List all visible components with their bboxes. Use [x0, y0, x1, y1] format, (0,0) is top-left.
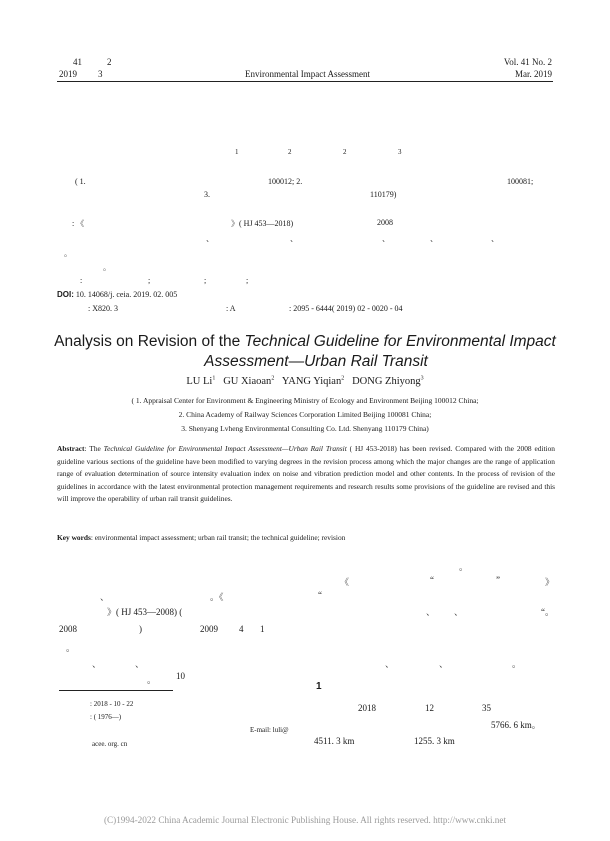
document-code: : A	[226, 304, 236, 313]
abstract-en	[57, 443, 555, 506]
cn-aff-line1-a: ( 1.	[75, 177, 86, 186]
body-l1-d: 》	[545, 577, 555, 587]
header-month-cn: 3	[98, 69, 103, 79]
body-l4-e: 1	[260, 624, 265, 634]
abstract-text-a: : The	[84, 444, 104, 453]
keywords-en	[57, 532, 555, 545]
cn-author-sup-3: 2	[343, 148, 347, 156]
cn-aff-line1-c: 100081;	[507, 177, 534, 186]
author-2: GU Xiaoan$^2$	[223, 375, 275, 387]
footnote-author-bio: : ( 1976—)	[90, 713, 122, 721]
body-r1-b: 12	[425, 703, 434, 713]
body-l1-a: 《	[340, 577, 350, 587]
body-l1-c: ”	[496, 575, 500, 585]
body-l4-a: 2008	[59, 624, 77, 634]
body-l6-b: 、	[135, 659, 145, 669]
cn-abstract-end: 。	[64, 249, 72, 258]
body-l3-b: 、	[426, 607, 436, 617]
body-l4-b: )	[139, 624, 142, 634]
paper-title-en-line2	[0, 353, 610, 371]
doi-label: DOI:	[57, 290, 74, 299]
cn-aff-line2-b: 110179)	[370, 190, 397, 199]
paper-title-en-line1	[0, 333, 610, 351]
body-l1-b: “	[430, 575, 434, 585]
body-l4-d: 4	[239, 624, 244, 634]
body-l6-c: 、	[385, 659, 395, 669]
body-l5-a: 。	[66, 643, 76, 653]
cn-abstract-end2: 。	[103, 263, 111, 272]
cn-aff-line1-b: 100012; 2.	[268, 177, 303, 186]
header-vol-en: Vol. 41 No. 2	[503, 57, 552, 67]
body-r2-a: 5766. 6 km。	[491, 720, 541, 730]
clc-number: : X820. 3	[88, 304, 118, 313]
cn-abstract-mark-3: 、	[382, 234, 390, 243]
cnki-copyright-footer: (C)1994-2022 China Academic Journal Electronic Publishing House. All rights reserved. http://www.cnki.net	[103, 815, 507, 825]
abstract-text-b: ( HJ 453-2018) has been revised. Compared with the 2008 edition guideline various sections of the guideline have been modified to varying degrees in the revision process among which the major changes are the range of application range of evaluation determination of source intensity evaluation index on noise and vibration prediction model and other contents. In the process of revision of the guidelines in accordance with the latest environmental protection management requirements and research results some provisions of the guideline are revised and this will improve the operability of urban rail transit guidelines.	[57, 444, 555, 504]
cn-abstract-mark-2: 、	[290, 234, 298, 243]
body-r3-b: 1255. 3 km	[414, 736, 455, 746]
header-rule	[57, 81, 553, 82]
author-4: DONG Zhiyong$^3$	[352, 375, 424, 387]
abstract-guideline-title: Technical Guideline for Environmental Impact Assessment—Urban Rail Transit	[103, 444, 347, 453]
article-id: : 2095 - 6444( 2019) 02 - 0020 - 04	[289, 304, 403, 313]
header-date-en: Mar. 2019	[515, 69, 552, 79]
header-no-cn: 2	[107, 57, 112, 67]
cn-author-sup-1: 1	[235, 148, 239, 156]
body-l3-c: 、	[454, 607, 464, 617]
title-italic-1: Technical Guideline for Environmental Impact	[244, 333, 556, 350]
body-l3-a: 》( HJ 453—2008) (	[107, 607, 183, 617]
header-year-cn: 2019	[59, 69, 77, 79]
keywords-label: Key words	[57, 533, 91, 542]
body-l6-a: 、	[92, 659, 102, 669]
section-1-number: 1	[316, 681, 322, 692]
cn-abstract-c: 2008	[377, 218, 393, 227]
body-l7-b: 10	[176, 671, 185, 681]
footnote-received: : 2018 - 10 - 22	[90, 700, 134, 708]
body-l3-d: “。	[541, 607, 554, 617]
author-3: YANG Yiqian$^2$	[281, 375, 345, 387]
body-r1-c: 35	[482, 703, 491, 713]
cn-abstract-mark-5: 、	[491, 234, 499, 243]
cn-author-sup-4: 3	[398, 148, 402, 156]
cn-abstract-mark-4: 、	[430, 234, 438, 243]
cn-aff-line2-a: 3.	[204, 190, 210, 199]
abstract-label: Abstract	[57, 444, 85, 453]
body-l7-a: 。	[147, 675, 157, 685]
doi-line	[57, 290, 177, 299]
title-italic-2: Assessment—Urban Rail Transit	[204, 353, 428, 370]
body-r1-a: 2018	[358, 703, 376, 713]
cn-keywords-sep-3: ;	[246, 276, 249, 285]
header-vol-cn: 41	[73, 57, 82, 67]
authors-en	[0, 375, 610, 387]
body-dot-top: 。	[459, 562, 469, 572]
body-l6-e: 。	[512, 659, 522, 669]
cn-keywords-sep-1: ;	[148, 276, 151, 285]
body-r3-a: 4511. 3 km	[314, 736, 355, 746]
affiliation-en-3: 3. Shenyang Lvheng Environmental Consulting Co. Ltd. Shenyang 110179 China)	[181, 424, 429, 433]
cn-author-sup-2: 2	[288, 148, 292, 156]
cn-abstract-b: 》( HJ 453—2018)	[231, 219, 294, 228]
body-l2-a: 、	[100, 592, 110, 602]
affiliation-en-2: 2. China Academy of Railway Sciences Corporation Limited Beijing 100081 China;	[178, 410, 432, 419]
cn-keywords-sep-2: ;	[204, 276, 207, 285]
footnote-rule	[59, 690, 173, 691]
header-journal-en: Environmental Impact Assessment	[245, 69, 370, 79]
footnote-email-label: E-mail: luli@	[250, 726, 289, 734]
body-l4-c: 2009	[200, 624, 218, 634]
cn-abstract-a: : 《	[72, 219, 85, 228]
cn-abstract-mark-1: 、	[206, 234, 214, 243]
footnote-email-domain: acee. org. cn	[92, 740, 128, 748]
body-l2-c: “	[318, 590, 322, 600]
body-l6-d: 、	[439, 659, 449, 669]
affiliation-en-1: ( 1. Appraisal Center for Environment & Engineering Ministry of Ecology and Environment Beijing 100012 China;	[131, 396, 479, 405]
cn-keywords-colon: :	[80, 276, 83, 285]
author-1: LU Li$^1$	[186, 375, 216, 387]
body-l2-b: 。《	[210, 592, 224, 602]
keywords-text: : environmental impact assessment; urban rail transit; the technical guideline; revision	[90, 533, 346, 542]
title-plain: Analysis on Revision of the	[54, 333, 245, 350]
doi-value: 10. 14068/j. ceia. 2019. 02. 005	[75, 290, 178, 299]
